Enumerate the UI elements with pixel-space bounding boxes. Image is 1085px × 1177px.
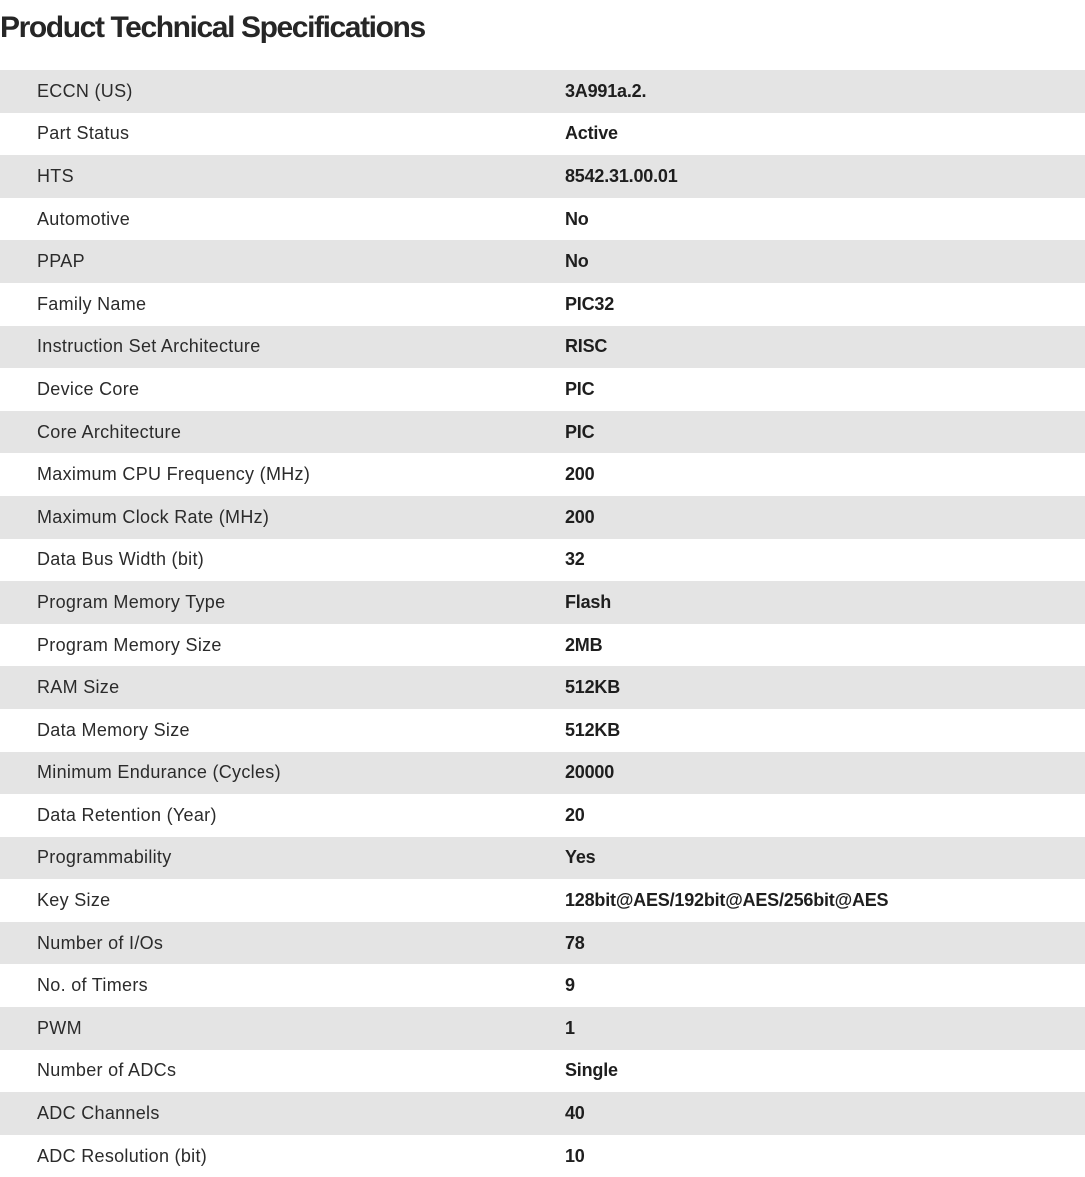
spec-label: Minimum Endurance (Cycles) xyxy=(37,762,281,783)
spec-value: 32 xyxy=(565,549,585,570)
spec-value: 78 xyxy=(565,932,585,953)
table-row xyxy=(0,283,1085,326)
spec-value: No xyxy=(565,208,589,229)
table-row xyxy=(0,70,1085,113)
spec-value: Single xyxy=(565,1060,618,1081)
spec-value: 40 xyxy=(565,1103,585,1124)
page-title: Product Technical Specifications xyxy=(0,11,425,44)
spec-value: 10 xyxy=(565,1145,585,1166)
spec-label: PPAP xyxy=(37,251,85,272)
table-row xyxy=(0,240,1085,283)
spec-label: Automotive xyxy=(37,208,131,229)
spec-label: Instruction Set Architecture xyxy=(37,336,261,357)
spec-label: ECCN (US) xyxy=(37,80,133,101)
spec-label: Number of I/Os xyxy=(37,932,164,953)
spec-label: Data Retention (Year) xyxy=(37,804,217,825)
spec-value: 20000 xyxy=(565,762,615,783)
table-row xyxy=(0,1092,1085,1135)
table-row xyxy=(0,496,1085,539)
spec-label: HTS xyxy=(37,165,74,186)
spec-label: Data Memory Size xyxy=(37,719,190,740)
spec-value: 200 xyxy=(565,506,595,527)
table-row xyxy=(0,1050,1085,1093)
spec-value: No xyxy=(565,251,589,272)
spec-label: No. of Timers xyxy=(37,975,148,996)
spec-label: Number of ADCs xyxy=(37,1060,177,1081)
spec-label: Maximum Clock Rate (MHz) xyxy=(37,506,270,527)
spec-value: 512KB xyxy=(565,719,621,740)
table-row xyxy=(0,794,1085,837)
table-row xyxy=(0,666,1085,709)
spec-table xyxy=(0,70,1085,1177)
spec-value: 3A991a.2. xyxy=(565,80,647,101)
table-row xyxy=(0,752,1085,795)
spec-value: 2MB xyxy=(565,634,603,655)
table-row xyxy=(0,155,1085,198)
spec-label: Part Status xyxy=(37,123,130,144)
table-row xyxy=(0,1007,1085,1050)
spec-value: RISC xyxy=(565,336,608,357)
spec-label: Program Memory Size xyxy=(37,634,222,655)
table-row xyxy=(0,581,1085,624)
spec-label: ADC Resolution (bit) xyxy=(37,1145,208,1166)
spec-table-body xyxy=(0,70,1085,1177)
spec-value: PIC32 xyxy=(565,293,615,314)
table-row xyxy=(0,113,1085,156)
spec-value: 9 xyxy=(565,975,575,996)
table-row xyxy=(0,368,1085,411)
table-row xyxy=(0,964,1085,1007)
table-row xyxy=(0,709,1085,752)
spec-value: 512KB xyxy=(565,677,621,698)
spec-label: Program Memory Type xyxy=(37,591,226,612)
spec-value: PIC xyxy=(565,421,595,442)
table-row xyxy=(0,453,1085,496)
spec-value: PIC xyxy=(565,378,595,399)
table-row xyxy=(0,624,1085,667)
spec-value: 20 xyxy=(565,804,585,825)
spec-label: PWM xyxy=(37,1017,82,1038)
table-row xyxy=(0,922,1085,965)
spec-value: Yes xyxy=(565,847,596,868)
spec-label: Family Name xyxy=(37,293,147,314)
spec-value: 1 xyxy=(565,1017,575,1038)
table-row xyxy=(0,326,1085,369)
table-row xyxy=(0,879,1085,922)
spec-value: 8542.31.00.01 xyxy=(565,165,678,186)
table-row xyxy=(0,198,1085,241)
spec-label: Device Core xyxy=(37,378,140,399)
spec-label: Core Architecture xyxy=(37,421,182,442)
spec-label: RAM Size xyxy=(37,677,120,698)
spec-value: 200 xyxy=(565,464,595,485)
spec-label: Maximum CPU Frequency (MHz) xyxy=(37,464,311,485)
table-row xyxy=(0,411,1085,454)
spec-label: ADC Channels xyxy=(37,1103,160,1124)
spec-value: Active xyxy=(565,123,618,144)
table-row xyxy=(0,837,1085,880)
spec-label: Data Bus Width (bit) xyxy=(37,549,205,570)
spec-value: 128bit@AES/192bit@AES/256bit@AES xyxy=(565,890,889,911)
spec-label: Programmability xyxy=(37,847,172,868)
spec-label: Key Size xyxy=(37,890,111,911)
spec-value: Flash xyxy=(565,591,612,612)
table-row xyxy=(0,539,1085,582)
